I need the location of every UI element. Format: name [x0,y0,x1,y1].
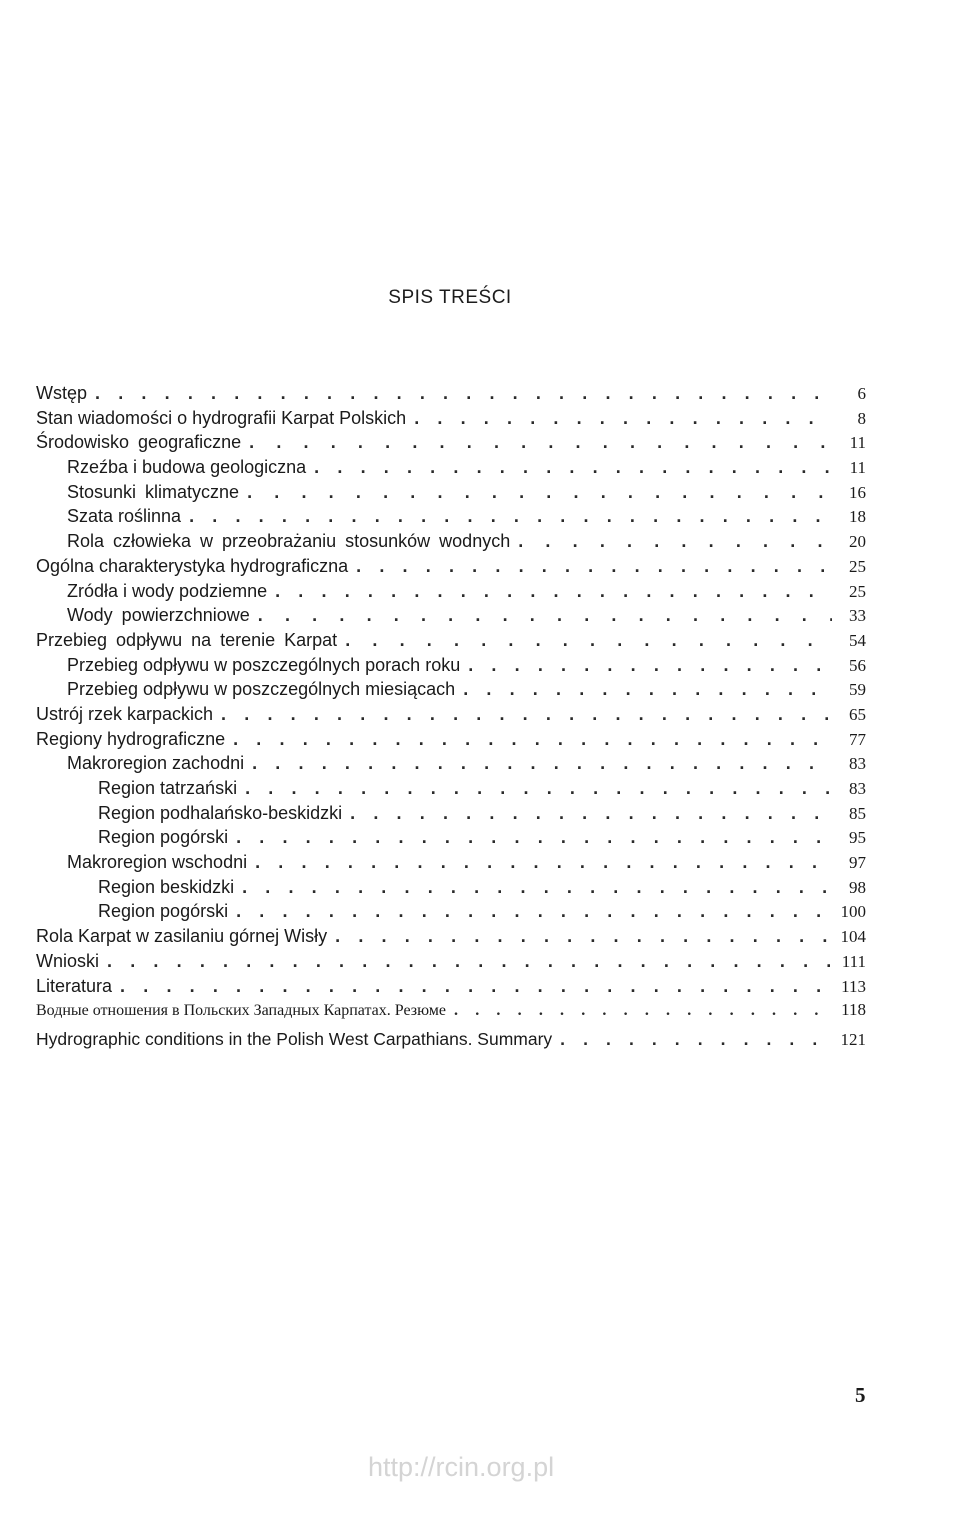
entry-page-number: 59 [849,680,866,700]
dot-leader [244,751,832,776]
toc-entry [36,455,866,480]
toc-entry [36,751,866,776]
toc-entry [36,875,866,900]
toc-entry [36,628,866,653]
dot-leader [337,628,832,653]
dot-leader [455,677,832,702]
entry-page-number: 6 [857,384,866,403]
entry-page-number: 98 [849,877,866,897]
entry-title: Makroregion zachodni [67,753,245,774]
toc-entry [36,974,866,999]
dot-leader [306,455,832,480]
entry-title: Stosunki klimatyczne [67,481,240,502]
dot-leader [213,702,832,727]
toc-entry [36,801,866,826]
entry-page-number: 11 [849,433,866,453]
toc-entry [36,949,866,974]
entry-page-number: 25 [849,581,866,601]
entry-title: Wody powierzchniowe [67,605,250,626]
entry-page-number: 118 [841,1000,866,1020]
dot-leader [87,381,832,406]
entry-page-number: 16 [849,482,866,502]
toc-entry [36,529,866,554]
dot-leader [510,529,832,554]
dot-leader [112,974,832,999]
entry-page-number: 100 [840,902,866,922]
entry-page-number: 113 [841,976,866,996]
entry-title: Region tatrzański [98,778,238,798]
entry-page-number: 20 [849,532,866,552]
toc-entry [36,430,866,455]
entry-title: Rola Karpat w zasilaniu górnej Wisły [36,926,328,947]
dot-leader [552,1027,832,1052]
entry-title: Region pogórski [98,827,229,848]
toc-entry [36,1027,866,1052]
dot-leader [99,949,832,974]
entry-title: Przebieg odpływu w poszczególnych miesiącach [67,679,456,700]
entry-page-number: 121 [840,1029,866,1049]
toc-entry [36,850,866,875]
dot-leader [342,801,832,826]
entry-page-number: 97 [849,853,866,873]
entry-title: Szata roślinna [67,506,182,527]
entry-page-number: 83 [849,779,866,798]
entry-title: Przebieg odpływu na terenie Karpat [36,629,338,650]
entry-title: Region beskidzki [98,876,235,897]
entry-page-number: 56 [849,655,866,675]
entry-title: Водные отношения в Польских Западных Карпатах. Резюме [36,1002,447,1020]
toc-entry [36,825,866,850]
toc-entry [36,480,866,505]
watermark-url[interactable]: http://rcin.org.pl [368,1452,555,1482]
toc-entry [36,579,866,604]
entry-page-number: 25 [849,556,866,576]
toc-entry [36,554,866,579]
entry-page-number: 83 [849,754,866,774]
table-of-contents [36,381,866,1052]
entry-title: Ustrój rzek karpackich [36,703,214,724]
dot-leader [237,776,832,801]
entry-page-number: 111 [841,951,866,971]
dot-leader [181,504,832,529]
dot-leader [225,727,832,752]
dot-leader [267,579,832,604]
entry-title: Region pogórski [98,901,229,922]
toc-entry [36,727,866,752]
toc-entry [36,702,866,727]
dot-leader [247,850,832,875]
dot-leader [446,999,832,1023]
dot-leader [228,825,832,850]
entry-title: Literatura [36,975,113,996]
toc-entry [36,653,866,678]
entry-title: Wnioski [36,950,100,971]
entry-title: Makroregion wschodni [67,852,248,873]
entry-page-number: 54 [849,630,866,650]
entry-title: Hydrographic conditions in the Polish West Carpathians. Summary [36,1028,553,1049]
entry-title: Rola człowieka w przeobrażaniu stosunków wodnych [67,531,511,552]
dot-leader [406,406,832,431]
entry-page-number: 85 [849,803,866,823]
entry-page-number: 95 [849,828,866,848]
toc-entry [36,998,866,1023]
entry-page-number: 8 [857,408,866,428]
entry-title: Przebieg odpływu w poszczególnych porach roku [67,654,461,675]
toc-entry [36,924,866,949]
toc-entry [36,776,866,801]
toc-entry [36,406,866,431]
entry-page-number: 104 [840,927,866,947]
dot-leader [239,480,832,505]
toc-entry [36,899,866,924]
entry-page-number: 65 [849,704,866,724]
dot-leader [250,603,832,628]
entry-title: Region podhalańsko-beskidzki [98,802,343,823]
entry-page-number: 77 [849,729,866,749]
toc-entry [36,603,866,628]
dot-leader [460,653,832,678]
entry-title: Środowisko geograficzne [36,432,242,453]
dot-leader [228,899,832,924]
entry-title: Wstęp [36,383,88,403]
dot-leader [241,430,832,455]
toc-entry [36,677,866,702]
entry-page-number: 33 [849,606,866,626]
dot-leader [348,554,832,579]
dot-leader [327,924,832,949]
entry-page-number: 11 [849,458,866,478]
entry-title: Stan wiadomości o hydrografii Karpat Polskich [36,407,407,428]
entry-title: Regiony hydrograficzne [36,728,226,749]
entry-title: Ogólna charakterystyka hydrograficzna [36,555,349,576]
toc-entry [36,381,866,406]
page-title: SPIS TREŚCI [388,287,512,308]
entry-title: Zródła i wody podziemne [67,580,268,601]
entry-page-number: 18 [849,507,866,527]
page-number: 5 [855,1383,866,1407]
toc-entry [36,504,866,529]
dot-leader [234,875,832,900]
entry-title: Rzeźba i budowa geologiczna [67,457,307,478]
